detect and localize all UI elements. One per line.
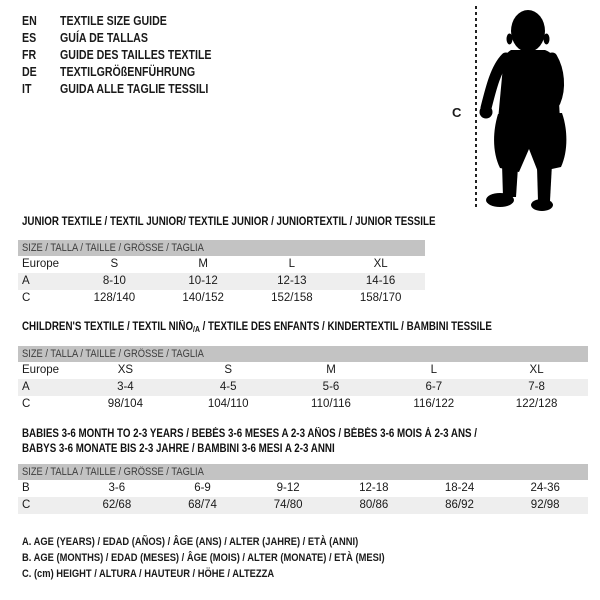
table-cell: 5-6 — [322, 381, 340, 393]
table-row — [18, 256, 425, 273]
lang-row-de — [22, 64, 238, 81]
children-table-title-text — [22, 320, 492, 337]
size-cell: XL — [373, 258, 388, 270]
region-label-cell: Europe — [22, 364, 60, 376]
table-row — [18, 290, 425, 307]
table-cell: 24-36 — [530, 482, 560, 494]
size-cell: M — [198, 258, 208, 270]
table-cell: 92/98 — [530, 499, 560, 511]
footnotes-block — [22, 534, 449, 582]
size-header-bar — [18, 464, 588, 480]
lang-code: EN — [22, 14, 37, 28]
table-row — [18, 396, 588, 413]
lang-title: GUÍA DE TALLAS — [60, 31, 148, 45]
children-table-title — [22, 320, 575, 337]
size-cell: L — [430, 364, 437, 376]
table-cell: 3-4 — [117, 381, 134, 393]
size-cell: M — [326, 364, 336, 376]
title-part: / TEXTILE DES ENFANTS / KINDERTEXTIL / BAMBINI TESSILE — [199, 321, 492, 333]
row-label-cell: A — [22, 275, 30, 287]
row-label-cell: C — [22, 292, 31, 304]
lang-title: TEXTILGRÖßENFÜHRUNG — [60, 65, 196, 79]
table-cell: 116/122 — [413, 398, 455, 410]
babies-table-title — [22, 427, 557, 457]
row-label-cell: C — [22, 398, 31, 410]
footnote-c: C. (cm) HEIGHT / ALTURA / HAUTEUR / HÖHE / ALTEZZA — [22, 568, 275, 580]
table-cell: 158/170 — [359, 292, 402, 304]
size-cell: S — [110, 258, 119, 270]
children-size-table — [18, 346, 588, 413]
size-header-text: SIZE / TALLA / TAILLE / GRÖSSE / TAGLIA — [22, 242, 204, 254]
lang-title: TEXTILE SIZE GUIDE — [60, 14, 167, 28]
footnote-a: A. AGE (YEARS) / EDAD (AÑOS) / ÂGE (ANS) / ALTER (JAHRE) / ETÀ (ANNI) — [22, 536, 359, 548]
junior-table-title — [22, 215, 508, 230]
table-cell: 98/104 — [107, 398, 143, 410]
lang-row-en — [22, 13, 238, 30]
junior-table-title-text: JUNIOR TEXTILE / TEXTIL JUNIOR/ TEXTILE JUNIOR / JUNIORTEXTIL / JUNIOR TESSILE — [22, 216, 436, 228]
lang-row-fr — [22, 47, 238, 64]
table-cell: 3-6 — [108, 482, 126, 494]
lang-code: IT — [22, 82, 32, 96]
table-cell: 104/110 — [207, 398, 249, 410]
row-label-cell: C — [22, 499, 31, 511]
table-cell: 80/86 — [359, 499, 389, 511]
table-cell: 12-13 — [277, 275, 307, 287]
size-cell: XL — [529, 364, 544, 376]
table-cell: 6-9 — [194, 482, 211, 494]
babies-title-line1: BABIES 3-6 MONTH TO 2-3 YEARS / BEBÉS 3-6 MESES A 2-3 AÑOS / BÉBÉS 3-6 MOIS À 2-3 ANS / — [22, 428, 478, 440]
table-cell: 9-12 — [276, 482, 300, 494]
table-row — [18, 497, 588, 514]
region-label-cell: Europe — [22, 258, 60, 270]
size-header-bar — [18, 346, 588, 362]
table-cell: 68/74 — [188, 499, 217, 511]
title-subscript: /A — [193, 325, 200, 334]
table-cell: 74/80 — [273, 499, 303, 511]
lang-row-es — [22, 30, 238, 47]
table-cell: 62/68 — [102, 499, 132, 511]
table-cell: 140/152 — [182, 292, 224, 304]
table-row — [18, 379, 588, 396]
table-cell: 12-18 — [359, 482, 389, 494]
lang-row-it — [22, 81, 238, 98]
table-cell: 86/92 — [445, 499, 474, 511]
table-cell: 8-10 — [102, 275, 126, 287]
baby-silhouette-icon — [470, 5, 585, 213]
size-cell: S — [224, 364, 233, 376]
table-cell: 14-16 — [365, 275, 396, 287]
table-cell: 122/128 — [515, 398, 558, 410]
babies-size-table — [18, 464, 588, 514]
language-title-block — [22, 13, 238, 98]
table-cell: 7-8 — [528, 381, 545, 393]
table-cell: 10-12 — [188, 275, 218, 287]
height-measure-label: C — [452, 105, 462, 120]
size-cell: XS — [117, 364, 134, 376]
row-label-cell: A — [22, 381, 30, 393]
size-header-bar — [18, 240, 425, 256]
size-header-text: SIZE / TALLA / TAILLE / GRÖSSE / TAGLIA — [22, 466, 204, 478]
table-cell: 110/116 — [311, 398, 351, 410]
junior-size-table — [18, 240, 425, 307]
table-cell: 152/158 — [271, 292, 313, 304]
lang-code: ES — [22, 31, 37, 45]
babies-title-line2: BABYS 3-6 MONATE BIS 2-3 JAHRE / BAMBINI 3-6 MESI A 2-3 ANNI — [22, 443, 335, 455]
table-row — [18, 273, 425, 290]
table-row — [18, 480, 588, 497]
title-part: CHILDREN'S TEXTILE / TEXTIL NIÑO — [22, 321, 194, 333]
lang-code: FR — [22, 48, 37, 62]
table-cell: 4-5 — [219, 381, 237, 393]
size-header-text: SIZE / TALLA / TAILLE / GRÖSSE / TAGLIA — [22, 348, 204, 360]
lang-title: GUIDE DES TAILLES TEXTILE — [60, 48, 212, 62]
size-cell: L — [288, 258, 296, 270]
table-cell: 18-24 — [444, 482, 475, 494]
row-label-cell: B — [22, 482, 30, 494]
lang-title: GUIDA ALLE TAGLIE TESSILI — [60, 82, 209, 96]
table-row — [18, 362, 588, 379]
footnote-b: B. AGE (MONTHS) / EDAD (MESES) / ÂGE (MOIS) / ALTER (MONATE) / ETÀ (MESI) — [22, 552, 385, 564]
table-cell: 6-7 — [425, 381, 443, 393]
table-cell: 128/140 — [93, 292, 136, 304]
lang-code: DE — [22, 65, 37, 79]
